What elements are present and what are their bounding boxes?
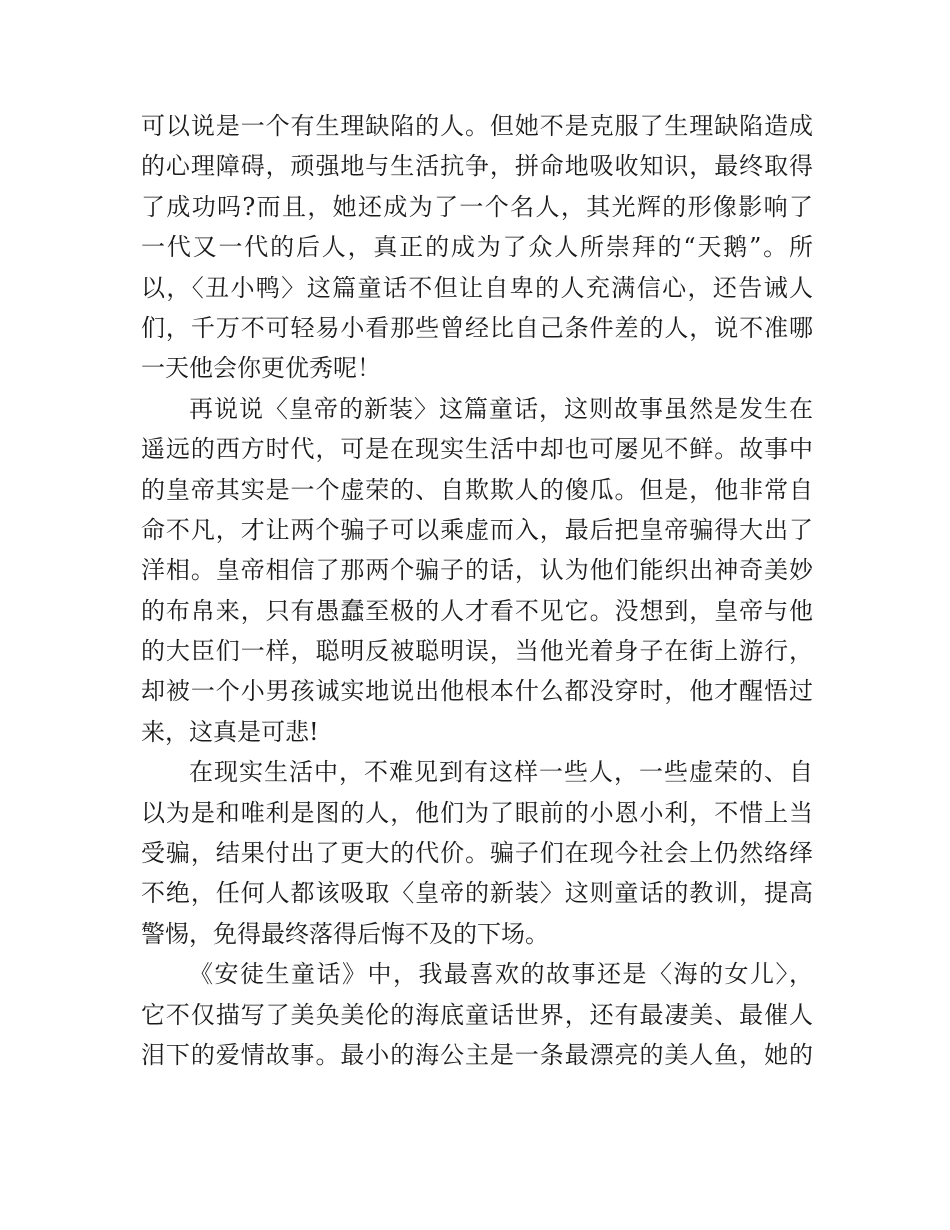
paragraph-start-line: 《安徒生童话》中，我最喜欢的故事还是〈海的女儿〉， [189, 960, 813, 989]
text-line: 以为是和唯利是图的人，他们为了眼前的小恩小利，不惜上当 [141, 798, 813, 827]
text-line: 却被一个小男孩诚实地说出他根本什么都没穿时，他才醒悟过 [141, 677, 813, 706]
paragraph-start-line: 再说说〈皇帝的新装〉这篇童话，这则故事虽然是发生在 [189, 394, 813, 423]
text-line: 它不仅描写了美奂美伦的海底童话世界，还有最凄美、最催人 [141, 1000, 813, 1029]
text-line: 的大臣们一样，聪明反被聪明误，当他光着身子在街上游行， [141, 637, 813, 666]
text-line: 遥远的西方时代，可是在现实生活中却也可屡见不鲜。故事中 [141, 435, 813, 464]
text-line: 可以说是一个有生理缺陷的人。但她不是克服了生理缺陷造成 [141, 112, 813, 140]
text-line: 命不凡，才让两个骗子可以乘虚而入，最后把皇帝骗得大出了 [141, 515, 813, 544]
text-line: 的心理障碍，顽强地与生活抗争，拼命地吸收知识，最终取得 [141, 152, 813, 181]
text-line: 不绝，任何人都该吸取〈皇帝的新装〉这则童话的教训，提高 [141, 879, 813, 908]
text-line: 泪下的爱情故事。最小的海公主是一条最漂亮的美人鱼，她的 [141, 1040, 813, 1069]
text-line: 的布帛来，只有愚蠢至极的人才看不见它。没想到，皇帝与他 [141, 596, 813, 625]
paragraph-start-line: 在现实生活中，不难见到有这样一些人，一些虚荣的、自 [189, 758, 813, 787]
text-line: 一代又一代的后人，真正的成为了众人所崇拜的“天鹅”。所 [141, 233, 813, 262]
text-line: 的皇帝其实是一个虚荣的、自欺欺人的傻瓜。但是，他非常自 [141, 475, 813, 504]
text-line: 们，千万不可轻易小看那些曾经比自己条件差的人，说不准哪 [141, 313, 813, 342]
text-line: 以，〈丑小鸭〉这篇童话不但让自卑的人充满信心，还告诫人 [141, 273, 813, 302]
text-line: 一天他会你更优秀呢！ [141, 354, 381, 383]
text-line: 了成功吗?而且，她还成为了一个名人，其光辉的形像影响了 [141, 192, 813, 221]
text-line: 警惕，免得最终落得后悔不及的下场。 [141, 919, 549, 948]
document-body [141, 106, 813, 1075]
text-line: 来，这真是可悲! [141, 717, 319, 746]
text-line: 洋相。皇帝相信了那两个骗子的话，认为他们能织出神奇美妙 [141, 556, 813, 585]
text-line: 受骗，结果付出了更大的代价。骗子们在现今社会上仍然络绎 [141, 839, 813, 868]
